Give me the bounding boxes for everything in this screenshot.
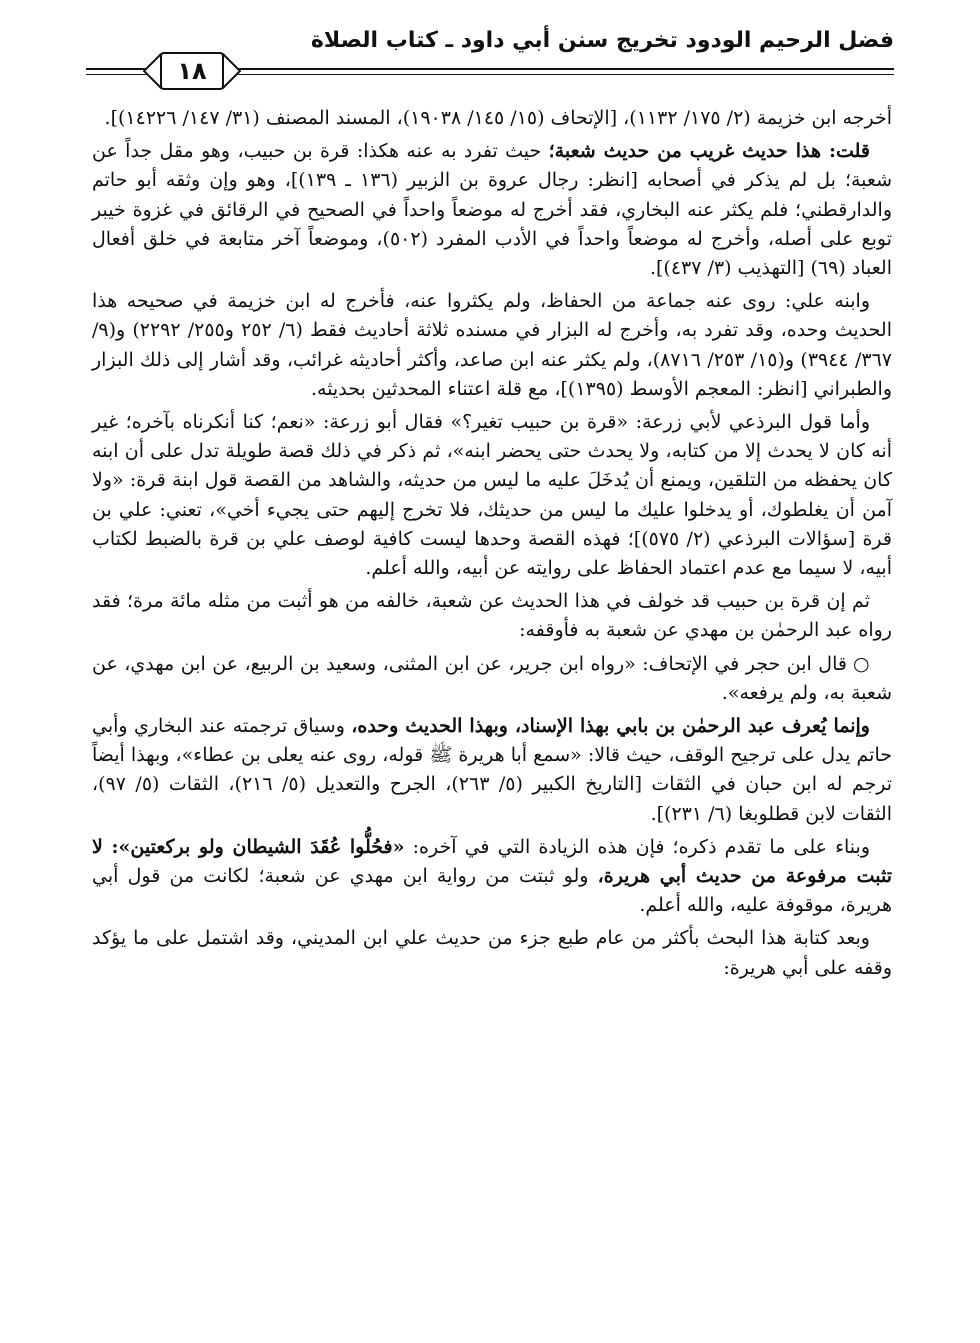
paragraph-4 — [92, 408, 892, 583]
running-title: فضل الرحيم الودود تخريج سنن أبي داود ـ كتاب الصلاة — [310, 28, 894, 53]
header-rule-left-thin — [86, 74, 146, 75]
header-rule-right-thin — [236, 74, 894, 75]
text-run: قال ابن حجر في الإتحاف: «رواه ابن جرير، عن ابن المثنى، وسعيد بن الربيع، عن ابن مهدي، عن شعبة به، ولم يرفعه». — [92, 652, 892, 704]
bold-text: قلت: هذا حديث غريب من حديث شعبة؛ — [548, 140, 870, 163]
text-run: وبناء على ما تقدم ذكره؛ فإن هذه الزيادة التي في آخره: — [404, 835, 870, 858]
paragraph-3 — [92, 287, 892, 404]
paragraph-5 — [92, 587, 892, 645]
paragraph-7 — [92, 712, 892, 829]
bold-text: «فحُلُّوا عُقَدَ الشيطان ولو بركعتين»: لا تثبت مرفوعة من حديث أبي هريرة، — [92, 835, 892, 888]
paragraph-2 — [92, 137, 892, 283]
bold-text: وإنما يُعرف عبد الرحمٰن بن بابي بهذا الإسناد، وبهذا الحديث وحده، — [351, 715, 870, 738]
text-run: ثم إن قرة بن حبيب قد خولف في هذا الحديث عن شعبة، خالفه من هو أثبت من مثله مائة مرة؛ فقد رواه عبد الرحمٰن بن مهدي عن شعبة به فأوقفه: — [92, 590, 892, 642]
page-number: ١٨ — [160, 52, 224, 90]
paragraph-9 — [92, 924, 892, 982]
text-run: حيث تفرد به عنه هكذا: قرة بن حبيب، وهو مقل جداً عن شعبة؛ بل لم يذكر في أصحابه [انظر: رجال عروة بن الزبير (١٣٦ ـ ١٣٩)]، وهو وإن وثقه أبو حاتم والدارقطني؛ فلم يكثر عنه البخاري، فقد أخرج له موضعاً واحداً في الصحيح في الرقائق في غزوة خيبر توبع على أصله، وأخرج له موضعاً واحداً في الأدب المفرد (٥٠٢)، وموضعاً آخر متابعة في خلق أفعال العباد (٦٩) [التهذيب (٣/ ٤٣٧)]. — [92, 140, 892, 280]
header-rule-right — [236, 68, 894, 70]
text-run: وبعد كتابة هذا البحث بأكثر من عام طبع جزء من حديث علي ابن المديني، وقد اشتمل على ما يؤكد وقفه على أبي هريرة: — [92, 927, 892, 979]
text-run: وأما قول البرذعي لأبي زرعة: «قرة بن حبيب تغير؟» فقال أبو زرعة: «نعم؛ كنا أنكرناه بآخره؛ غير أنه كان لا يحدث إلا من كتابه، ولا يحدث حتى يحضر ابنه»، ثم ذكر في ذلك قصة طويلة تدل على أن ابنه كان يحفظه من التلقين، ويمنع أن يُدخَلَ عليه ما ليس من حديثه، والشاهد من القصة قول ابنة قرة: «ولا آمن أن يغلطوك، أو يدخلوا عليك ما ليس من حديثك، فلا تخرج إليهم حتى يجيء أخي»، تعني: علي بن قرة [سؤالات البرذعي (٢/ ٥٧٥)]؛ فهذه القصة وحدها ليست كافية لوصف علي بن قرة بالضبط لكتاب أبيه، لا سيما مع عدم اعتماد الحفاظ على روايته عن أبيه، والله أعلم. — [92, 411, 892, 580]
paragraph-6 — [92, 650, 892, 708]
header-rule-left — [86, 68, 146, 70]
text-run: وابنه علي: روى عنه جماعة من الحفاظ، ولم يكثروا عنه، فأخرج له ابن خزيمة في صحيحه هذا الحديث وحده، وقد تفرد به، وأخرج له البزار في مسنده ثلاثة أحاديث فقط (٦/ ٢٥٢ و٢٥٥/ ٢٢٩٢) و(٩/ ٣٦٧/ ٣٩٤٤) و(١٥/ ٢٥٣/ ٨٧١٦)، ولم يكثر عنه ابن صاعد، وأكثر أحاديثه غرائب، وقد أشار إلى ذلك البزار والطبراني [انظر: المعجم الأوسط (١٣٩٥)]، مع قلة اعتناء المحدثين بحديثه. — [92, 290, 892, 400]
text-run: وسياق ترجمته عند البخاري وأبي حاتم يدل على ترجيح الوقف، حيث قالا: «سمع أبا هريرة ﷺ قوله، روى عنه يعلى بن عطاء»، وبهذا أيضاً ترجم له ابن حبان في الثقات [التاريخ الكبير (٥/ ٢٦٣)، الجرح والتعديل (٥/ ٢١٦)، الثقات (٥/ ٩٧)، الثقات لابن قطلوبغا (٦/ ٢٣١)]. — [92, 715, 892, 825]
main-text — [92, 104, 892, 987]
paragraph-8 — [92, 833, 892, 921]
text-run: ولو ثبتت من رواية ابن مهدي عن شعبة؛ لكانت من قول أبي هريرة، موقوفة عليه، والله أعلم. — [92, 865, 892, 917]
bullet-marker: ○ — [852, 652, 870, 675]
paragraph-1 — [92, 104, 892, 133]
text-run: أخرجه ابن خزيمة (٢/ ١٧٥/ ١١٣٢)، [الإتحاف (١٥/ ١٤٥/ ١٩٠٣٨)، المسند المصنف (٣١/ ١٤٧/ ١٤٢٢٦)]. — [104, 107, 892, 129]
